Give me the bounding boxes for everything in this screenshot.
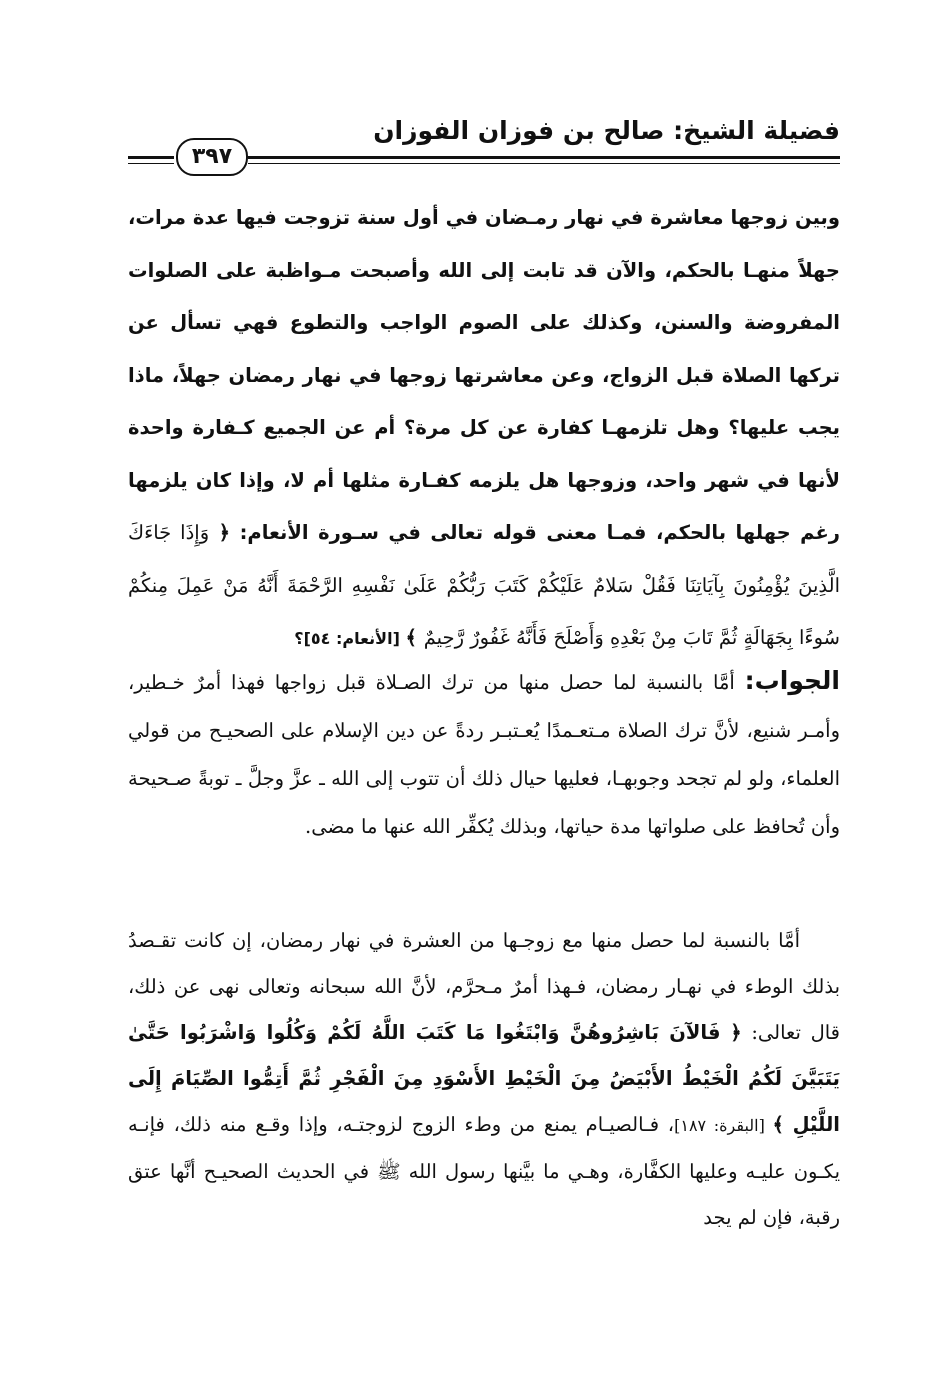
verse-open-bracket: ﴿ bbox=[730, 1021, 742, 1044]
header-rule-left bbox=[128, 156, 174, 164]
second-paragraph-lead: أمَّا بالنسبة لما حصل منها مع زوجـها من العشرة في نهار رمضان، إن كانت تقـصدُ بذلك الوطء في نهـار رمضان، فـهذا أمرٌ مـحرَّم، لأنَّ الله سبحانه وتعالى نهى عن ذلك، قال تعالى: bbox=[128, 929, 841, 1044]
verse-reference-anam: [الأنعام: ٥٤]؟ bbox=[294, 629, 406, 648]
verse-reference-baqarah: [البقرة: ١٨٧] bbox=[674, 1116, 773, 1135]
verse-open-bracket: ﴿ bbox=[218, 521, 231, 544]
answer-text: أمَّا بالنسبة لما حصل منها من ترك الصـلاة قبل زواجها فهذا أمرٌ خـطير، وأمـر شنيع، لأنَّ ترك الصلاة مـتعـمدًا يُعـتبـر ردةً عن دين الإسلام على الصحيـح من قولي العلماء، ولو لم تجحد وجوبهـا، فعليها حيال ذلك أن تتوب إلى الله ـ عزَّ وجلَّ ـ توبةً صـحيحة وأن تُحافظ على صلواتها مدة حياتها، وبذلك يُكفِّر الله عنها ما مضى. bbox=[128, 671, 840, 838]
header-rule bbox=[248, 156, 840, 164]
header-title: فضيلة الشيخ: صالح بن فوزان الفوزان bbox=[373, 116, 840, 145]
page-number-badge: ٣٩٧ bbox=[176, 138, 248, 176]
page-header bbox=[128, 110, 840, 170]
question-text: وبين زوجها معاشرة في نهار رمـضان في أول سنة تزوجت فيها عدة مرات، جهلاً منهـا بالحكم، والآن قد تابت إلى الله وأصبحت مـواظبة على الصلوات المفروضة والسنن، وكذلك على الصوم الواجب والتطوع فهي تسأل عن تركها الصلاة قبل الزواج، وعن معاشرتها زوجها في نهار رمضان جهلاً، ماذا يجب عليها؟ وهل تلزمهـا كفارة عن كل مرة؟ أم عن الجميع كـفارة واحدة لأنها في شهر واحد، وزوجها هل يلزمه كفـارة مثلها أم لا، وإذا كان يلزمها رغم جهلها بالحكم، فمـا معنى قوله تعالى في سـورة الأنعام: bbox=[128, 206, 840, 544]
verse-close-bracket: ﴾ bbox=[405, 626, 417, 649]
quran-verse-baqarah: فَالآنَ بَاشِرُوهُنَّ وَابْتَغُوا مَا كَتَبَ اللَّهُ لَكُمْ وَكُلُوا وَاشْرَبُوا حَتَّىٰ يَتَبَيَّنَ لَكُمُ الْخَيْطُ الأَبْيَضُ مِنَ الْخَيْطِ الأَسْوَدِ مِنَ الْفَجْرِ ثُمَّ أَتِمُّوا الصِّيَامَ إِلَى اللَّيْلِ bbox=[128, 1021, 840, 1136]
verse-close-bracket: ﴾ bbox=[772, 1113, 784, 1136]
second-paragraph bbox=[128, 918, 840, 1241]
question-paragraph bbox=[128, 192, 840, 666]
second-paragraph-tail: ، فـالصيـام يمنع من وطء الزوج لزوجتـه، وإذا وقـع منه ذلك، فإنـه يكـون عليـه وعليها الكفَّارة، وهـي ما بيَّنها رسول الله ﷺ في الحديث الصحيـح أنَّها عتق رقبة، فإن لم يجد bbox=[128, 1113, 840, 1229]
quran-verse-anam: وَإِذَا جَاءَكَ الَّذِينَ يُؤْمِنُونَ بِآيَاتِنَا فَقُلْ سَلامٌ عَلَيْكُمْ كَتَبَ رَبُّكُمْ عَلَىٰ نَفْسِهِ الرَّحْمَةَ أَنَّهُ مَنْ عَمِلَ مِنكُمْ سُوءًا بِجَهَالَةٍ ثُمَّ تَابَ مِنْ بَعْدِهِ وَأَصْلَحَ فَأَنَّهُ غَفُورٌ رَّحِيمٌ bbox=[128, 521, 840, 649]
answer-label: الجواب: bbox=[744, 666, 840, 695]
answer-paragraph bbox=[128, 657, 840, 851]
